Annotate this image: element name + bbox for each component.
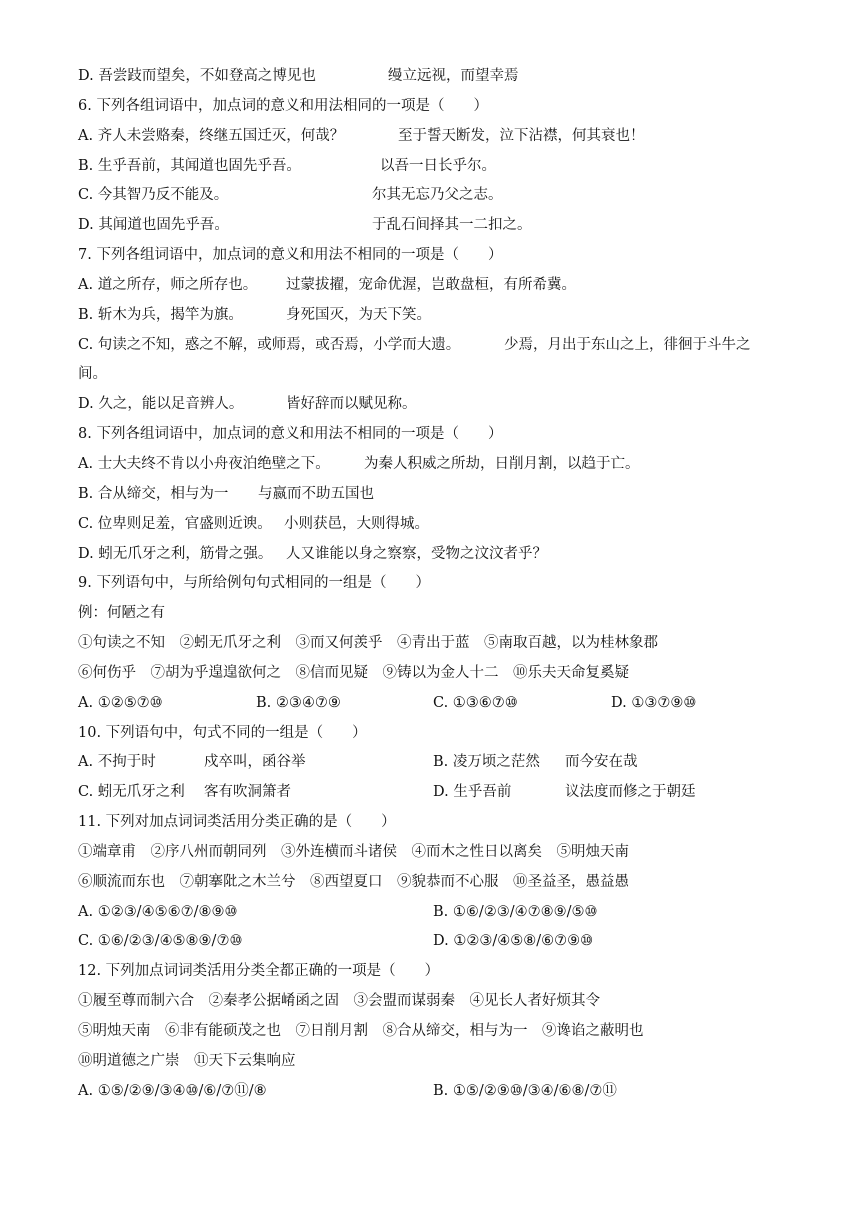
text-segment: D. 蚓无爪牙之利，筋骨之强。 xyxy=(78,545,273,562)
text-segment: 于乱石间择其一二扣之。 xyxy=(372,217,532,234)
text-segment: C. ①③⑥⑦⑩ xyxy=(433,694,518,711)
text-segment: B. 生乎吾前，其闻道也固先乎吾。 xyxy=(78,157,301,174)
text-segment: D. ①②③/④⑤⑧/⑥⑦⑨⑩ xyxy=(433,933,594,950)
text-line xyxy=(78,510,798,540)
text-segment: ①端章甫 ②序八州而朝同列 ③外连横而斗诸侯 ④而木之性日以离矣 ⑤明烛天南 xyxy=(78,843,629,860)
text-segment: 小则获邑，大则得城。 xyxy=(284,515,429,532)
text-segment: ①句读之不知 ②蚓无爪牙之利 ③而又何羡乎 ④青出于蓝 ⑤南取百越，以为桂林象郡 xyxy=(78,635,658,652)
text-segment: 7. 下列各组词语中，加点词的意义和用法不相同的一项是（ ） xyxy=(78,247,503,264)
text-line xyxy=(78,957,798,987)
text-line xyxy=(78,987,798,1017)
text-line xyxy=(78,540,798,570)
text-segment: 6. 下列各组词语中，加点词的意义和用法相同的一项是（ ） xyxy=(78,97,488,114)
text-line xyxy=(78,181,798,211)
text-line xyxy=(78,1017,798,1047)
text-segment: B. ①⑥/②③/④⑦⑧⑨/⑤⑩ xyxy=(433,903,598,920)
text-segment: 议法度而修之于朝廷 xyxy=(565,784,696,801)
text-segment: B. 凌万顷之茫然 xyxy=(433,754,540,771)
text-line xyxy=(78,808,798,838)
text-segment: A. ①⑤/②⑨/③④⑩/⑥/⑦⑪/⑧ xyxy=(78,1082,267,1099)
text-segment: ⑥顺流而东也 ⑦朝搴阰之木兰兮 ⑧西望夏口 ⑨貌恭而不心服 ⑩圣益圣，愚益愚 xyxy=(78,873,629,890)
text-line xyxy=(78,898,798,928)
text-line xyxy=(78,659,798,689)
text-segment: 12. 下列加点词词类活用分类全都正确的一项是（ ） xyxy=(78,963,440,980)
text-segment: 11. 下列对加点词词类活用分类正确的是（ ） xyxy=(78,814,396,831)
text-segment: 过蒙拔擢，宠命优渥，岂敢盘桓，有所希冀。 xyxy=(286,276,576,293)
text-line xyxy=(78,211,798,241)
text-line xyxy=(78,927,798,957)
text-segment: 8. 下列各组词语中，加点词的意义和用法不相同的一项是（ ） xyxy=(78,426,503,443)
text-segment: C. 蚓无爪牙之利 xyxy=(78,784,185,801)
text-segment: 为秦人积威之所劫，日削月割，以趋于亡。 xyxy=(364,455,640,472)
text-line xyxy=(78,62,798,92)
text-line xyxy=(78,480,798,510)
text-line xyxy=(78,92,798,122)
text-line xyxy=(78,778,798,808)
text-line xyxy=(78,838,798,868)
text-segment: 缦立远视，而望幸焉 xyxy=(388,68,519,84)
text-line xyxy=(78,629,798,659)
text-line xyxy=(78,868,798,898)
text-segment: ⑩明道德之广崇 ⑪天下云集响应 xyxy=(78,1052,296,1069)
text-segment: ①履至尊而制六合 ②秦孝公据崤函之固 ③会盟而谋弱秦 ④见长人者好烦其令 xyxy=(78,993,600,1010)
text-segment: B. ②③④⑦⑨ xyxy=(256,694,341,711)
text-segment: C. 今其智乃反不能及。 xyxy=(78,187,229,204)
text-segment: A. 道之所存，师之所存也。 xyxy=(78,276,258,293)
text-segment: 尔其无忘乃父之志。 xyxy=(372,187,503,204)
text-segment: A. 齐人未尝赂秦，终继五国迁灭，何哉？ xyxy=(78,127,345,144)
text-segment: D. ①③⑦⑨⑩ xyxy=(611,694,697,711)
text-segment: A. ①②③/④⑤⑥⑦/⑧⑨⑩ xyxy=(78,903,238,920)
text-segment: D. 吾尝跂而望矣，不如登高之博见也 xyxy=(78,68,316,84)
text-segment: B. ①⑤/②⑨⑩/③④/⑥⑧/⑦⑪ xyxy=(433,1082,617,1099)
text-segment: C. 句读之不知，惑之不解，或师焉，或否焉，小学而大遗。 xyxy=(78,336,461,353)
text-line xyxy=(78,569,798,599)
text-segment: 人又谁能以身之察察，受物之汶汶者乎？ xyxy=(286,545,547,562)
question-text-block xyxy=(78,62,798,1107)
text-line xyxy=(78,719,798,749)
text-segment: A. 士大夫终不肯以小舟夜泊绝壁之下。 xyxy=(78,455,330,472)
text-segment: C. ①⑥/②③/④⑤⑧⑨/⑦⑩ xyxy=(78,933,243,950)
text-line xyxy=(78,360,798,390)
text-line xyxy=(78,152,798,182)
text-line xyxy=(78,420,798,450)
text-line xyxy=(78,331,798,361)
text-segment: A. ①②⑤⑦⑩ xyxy=(78,694,163,711)
text-segment: ⑤明烛天南 ⑥非有能硕茂之也 ⑦日削月割 ⑧合从缔交，相与为一 ⑨谗谄之蔽明也 xyxy=(78,1023,644,1039)
text-line xyxy=(78,122,798,152)
text-segment: 而今安在哉 xyxy=(565,754,638,771)
text-line xyxy=(78,390,798,420)
text-line xyxy=(78,599,798,629)
text-segment: D. 生乎吾前 xyxy=(433,784,512,801)
text-segment: 少焉，月出于东山之上，徘徊于斗牛之 xyxy=(504,336,751,353)
text-line xyxy=(78,450,798,480)
text-line xyxy=(78,1077,798,1107)
text-segment: B. 合从缔交，相与为一 xyxy=(78,485,229,502)
text-line xyxy=(78,301,798,331)
text-segment: 与嬴而不助五国也 xyxy=(258,485,374,502)
text-line xyxy=(78,271,798,301)
text-line xyxy=(78,689,798,719)
text-segment: 皆好辞而以赋见称。 xyxy=(286,396,417,413)
text-segment: C. 位卑则足羞，官盛则近谀。 xyxy=(78,515,272,532)
text-segment: 至于誓天断发，泣下沾襟，何其衰也！ xyxy=(398,127,645,144)
text-segment: 10. 下列语句中，句式不同的一组是（ ） xyxy=(78,724,367,741)
text-line xyxy=(78,241,798,271)
text-line xyxy=(78,748,798,778)
text-segment: 9. 下列语句中，与所给例句句式相同的一组是（ ） xyxy=(78,575,430,592)
text-segment: 例：何陋之有 xyxy=(78,605,165,622)
text-segment: 以吾一日长乎尔。 xyxy=(380,157,496,174)
text-line xyxy=(78,1047,798,1077)
text-segment: 戍卒叫，函谷举 xyxy=(204,754,306,771)
text-segment: 身死国灭，为天下笑。 xyxy=(286,306,431,323)
text-segment: D. 其闻道也固先乎吾。 xyxy=(78,217,229,234)
text-segment: B. 斩木为兵，揭竿为旗。 xyxy=(78,306,243,323)
text-segment: ⑥何伤乎 ⑦胡为乎遑遑欲何之 ⑧信而见疑 ⑨铸以为金人十二 ⑩乐夫天命复奚疑 xyxy=(78,664,629,681)
exam-page xyxy=(78,62,798,1107)
text-segment: 间。 xyxy=(78,366,107,383)
text-segment: A. 不拘于时 xyxy=(78,754,156,771)
text-segment: 客有吹洞箫者 xyxy=(204,784,291,801)
text-segment: D. 久之，能以足音辨人。 xyxy=(78,396,244,413)
